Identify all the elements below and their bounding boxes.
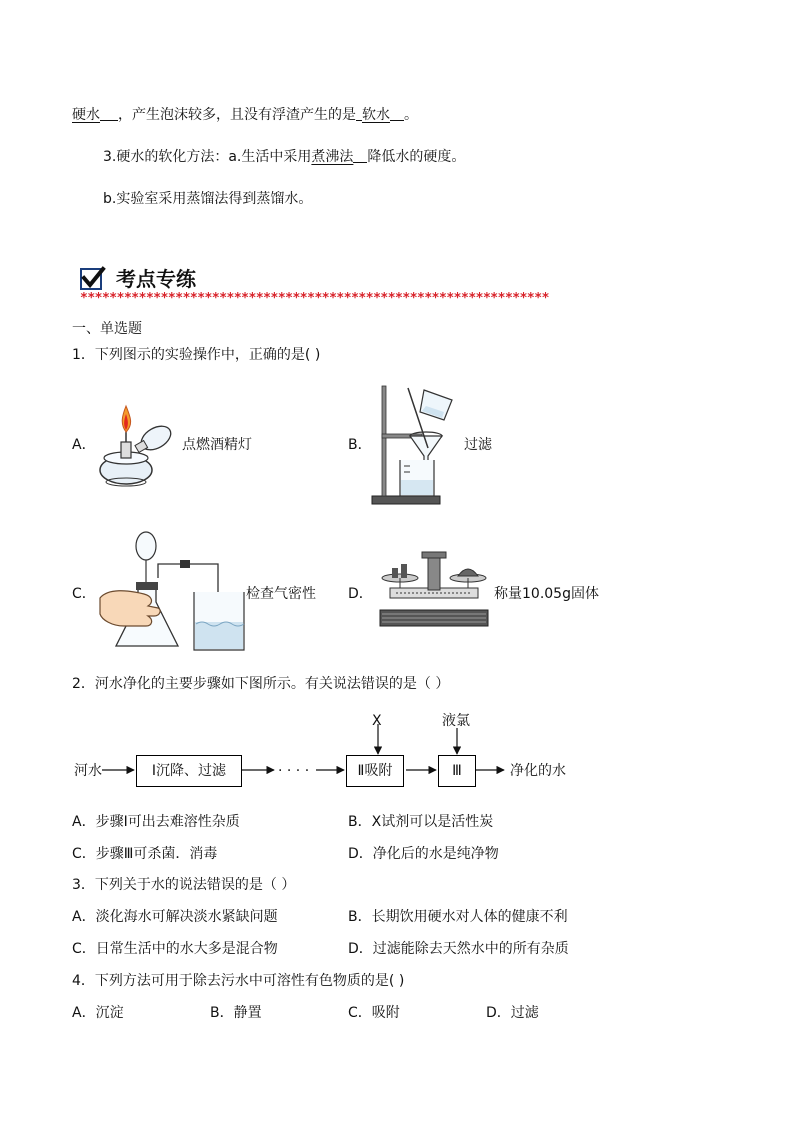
- q3-option-d: D．过滤能除去天然水中的所有杂质: [348, 941, 569, 957]
- star-divider: ****************************************************************: [80, 292, 549, 306]
- purification-flow-arrows: [72, 704, 592, 804]
- intro-line-2-prefix: 3.硬水的软化方法：a.生活中采用: [103, 149, 312, 165]
- flow-dots: · · · ·: [278, 763, 310, 779]
- flow-end: 净化的水: [510, 763, 566, 779]
- flow-start: 河水: [74, 763, 102, 779]
- q4-option-d: D．过滤: [486, 1005, 539, 1021]
- part-title: 一、单选题: [72, 321, 142, 337]
- q1-stem: 1．下列图示的实验操作中，正确的是( ): [72, 347, 321, 363]
- blank-soft-water: 软水: [362, 107, 390, 123]
- q2-option-b: B．X试剂可以是活性炭: [348, 814, 494, 830]
- airtightness-check-figure: [98, 528, 248, 656]
- flow-step-3-box: [438, 755, 476, 787]
- q4-option-b: B．静置: [210, 1005, 262, 1021]
- q3-option-c: C．日常生活中的水大多是混合物: [72, 941, 278, 957]
- flow-input-x: X: [372, 713, 382, 729]
- q1-option-b-text: 过滤: [464, 437, 492, 453]
- flow-input-chlorine: 液氯: [442, 713, 470, 729]
- flow-step-2-box: [346, 755, 404, 787]
- intro-line-3: b.实验室采用蒸馏法得到蒸馏水。: [103, 191, 313, 207]
- q4-stem: 4．下列方法可用于除去污水中可溶性有色物质的是( ): [72, 973, 405, 989]
- checkbox-icon: [80, 268, 102, 290]
- balance-scale-figure: [376, 548, 492, 630]
- q3-stem: 3．下列关于水的说法错误的是（ ）: [72, 877, 296, 893]
- q3-option-b: B．长期饮用硬水对人体的健康不利: [348, 909, 568, 925]
- q2-option-d: D．净化后的水是纯净物: [348, 846, 499, 862]
- q1-option-d-text: 称量10.05g固体: [494, 586, 599, 602]
- q2-option-a: A．步骤Ⅰ可出去难溶性杂质: [72, 814, 240, 830]
- flow-step-2-label: Ⅱ吸附: [357, 763, 393, 779]
- intro-line-1: [72, 106, 418, 124]
- blank-hard-water: 硬水: [72, 107, 100, 123]
- q3-option-a: A．淡化海水可解决淡水紧缺问题: [72, 909, 278, 925]
- q2-stem: 2．河水净化的主要步骤如下图所示。有关说法错误的是（ ）: [72, 676, 450, 692]
- q1-option-d-letter: D．: [348, 586, 373, 602]
- filtration-figure: [370, 384, 460, 506]
- q1-option-c-letter: C．: [72, 586, 96, 602]
- q1-option-a-letter: A．: [72, 437, 96, 453]
- q1-option-c-text: 检查气密性: [246, 586, 316, 602]
- intro-line-1-text: ，产生泡沫较多，且没有浮渣产生的是: [118, 107, 356, 123]
- alcohol-lamp-figure: [94, 398, 184, 490]
- flow-step-1-box: [136, 755, 242, 787]
- intro-line-2: [103, 148, 465, 166]
- q2-option-c: C．步骤Ⅲ可杀菌．消毒: [72, 846, 218, 862]
- q1-option-b-letter: B．: [348, 437, 372, 453]
- q4-option-a: A．沉淀: [72, 1005, 124, 1021]
- blank-boiling: 煮沸法: [311, 149, 354, 165]
- q4-option-c: C．吸附: [348, 1005, 400, 1021]
- flow-step-3-label: Ⅲ: [452, 763, 462, 779]
- intro-line-2-suffix: 降低水的硬度。: [367, 149, 466, 165]
- q1-option-a-text: 点燃酒精灯: [182, 437, 252, 453]
- flow-step-1-label: Ⅰ沉降、过滤: [151, 763, 227, 779]
- section-title: 考点专练: [116, 267, 196, 291]
- intro-line-1-end: 。: [404, 107, 418, 123]
